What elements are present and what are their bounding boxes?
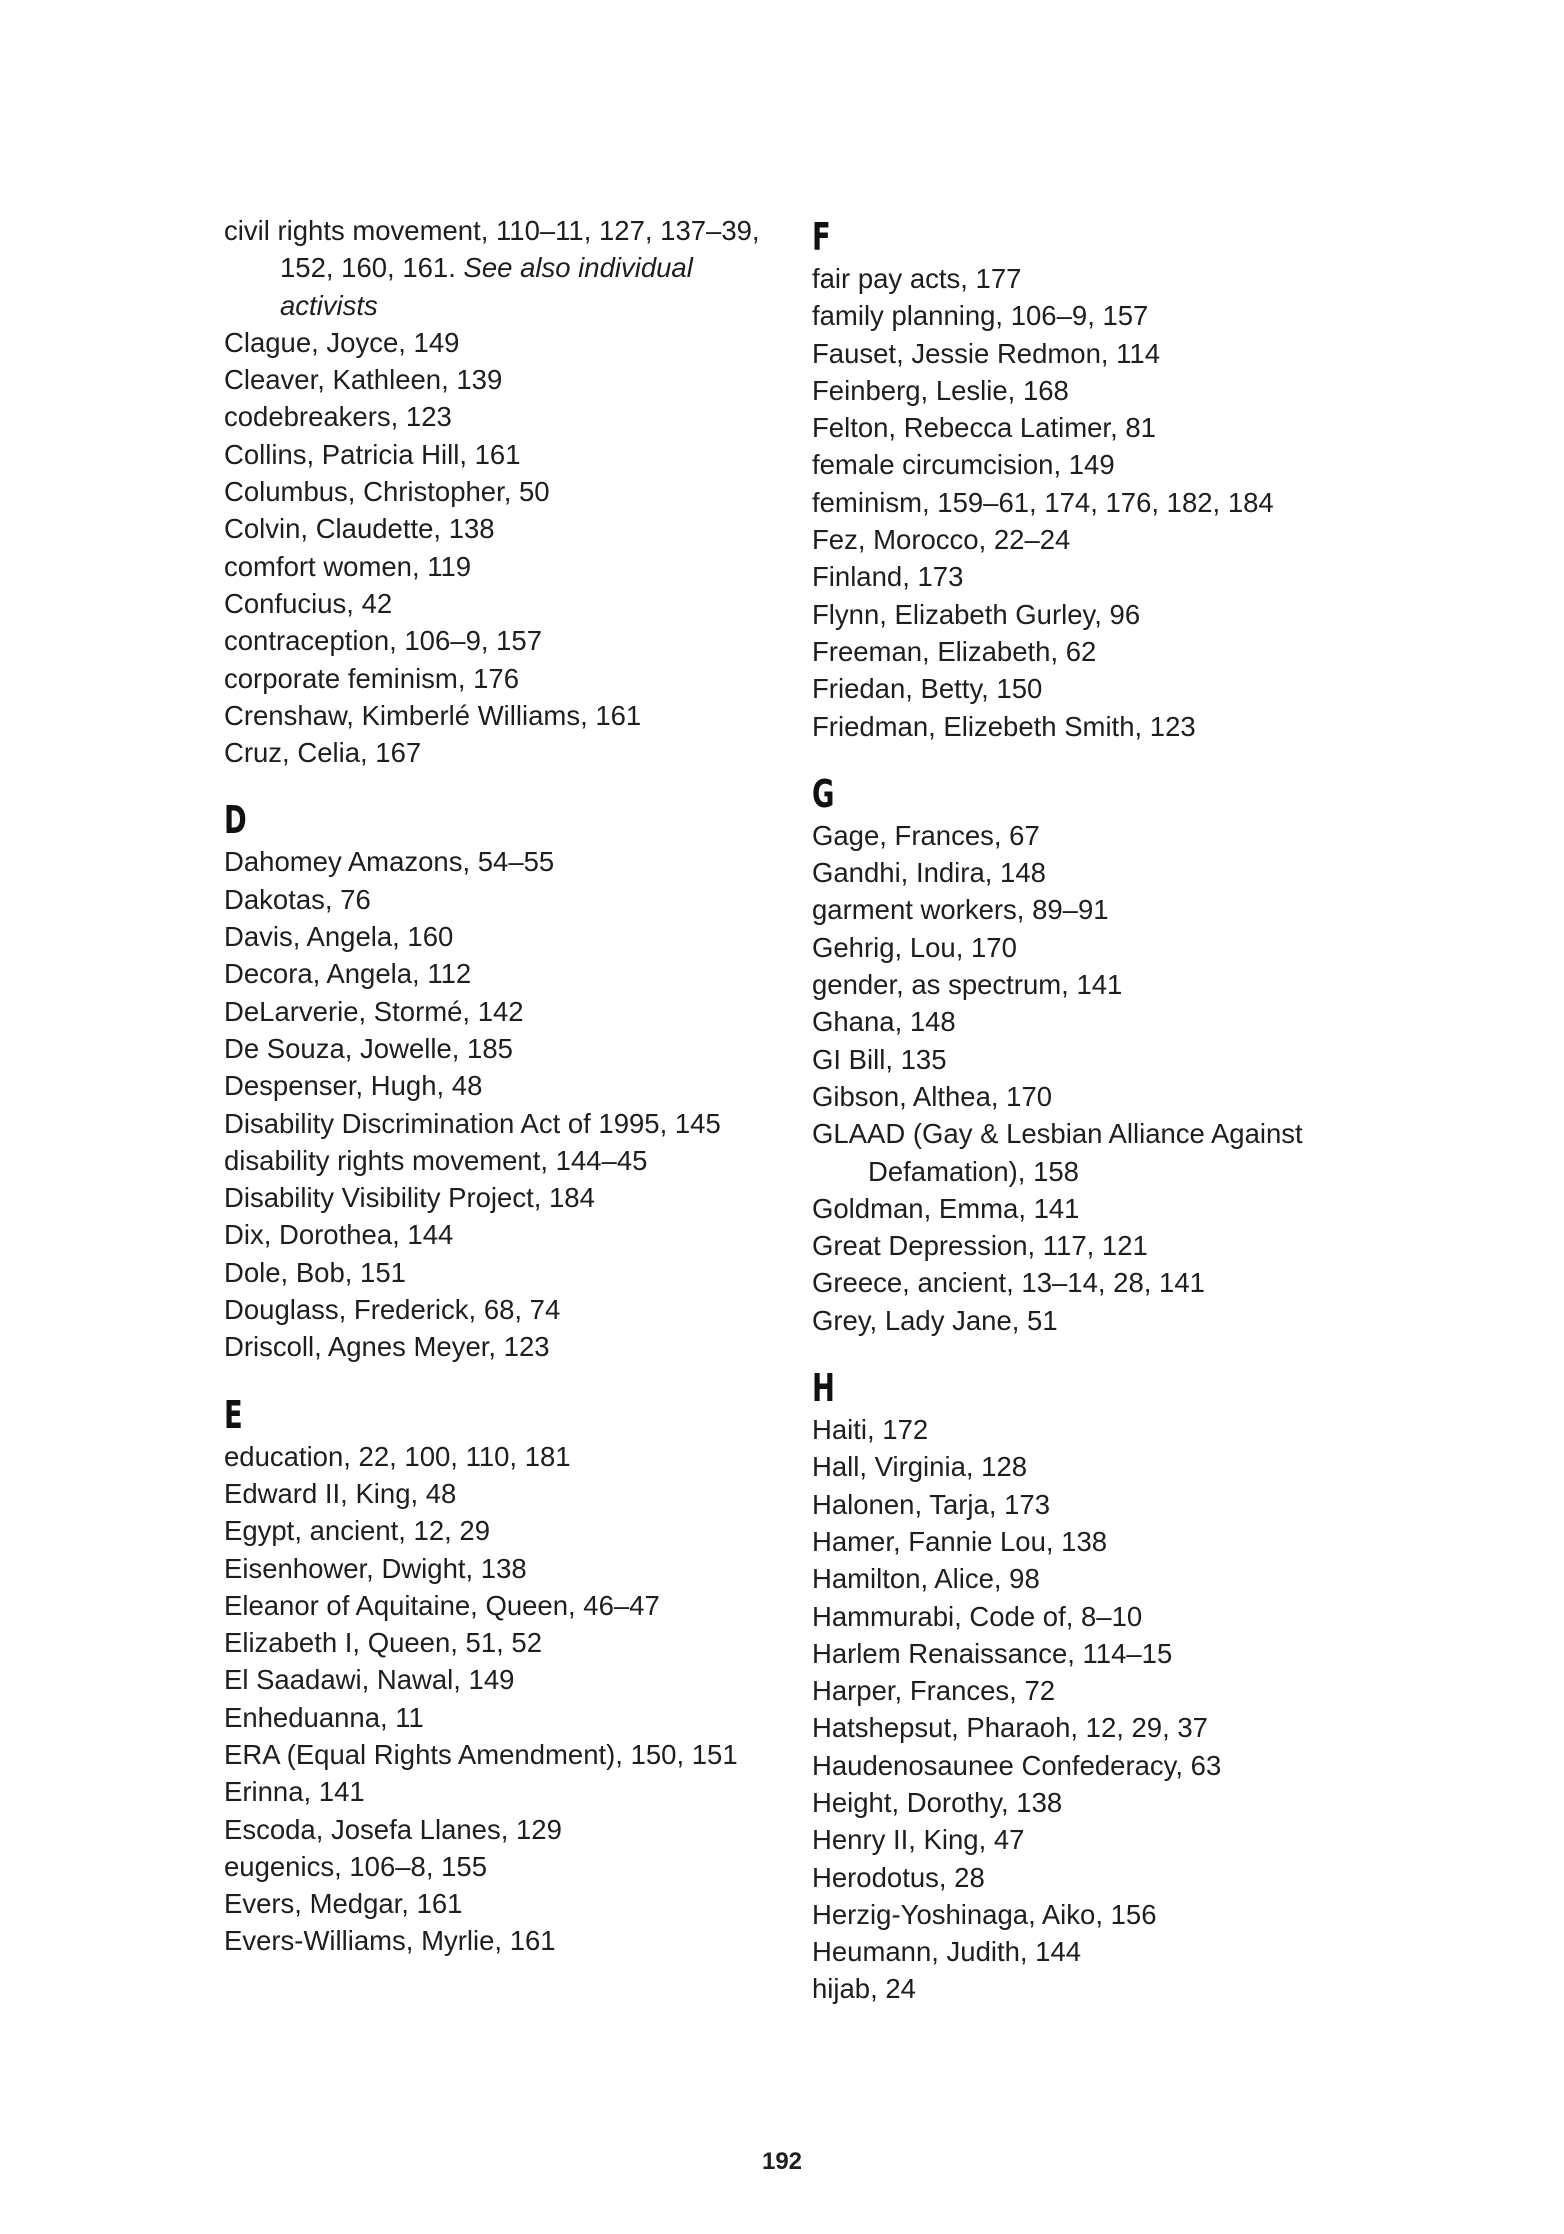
index-entry xyxy=(224,660,784,697)
index-column-right xyxy=(812,212,1372,2008)
index-entry xyxy=(224,1216,784,1253)
index-entry xyxy=(812,297,1372,334)
index-entry-text: Douglass, Frederick, 68, 74 xyxy=(224,1294,561,1326)
index-entry xyxy=(224,1328,784,1365)
index-entry-text: GLAAD (Gay & Lesbian Alliance Against Defamation), 158 xyxy=(812,1118,1303,1187)
index-entry xyxy=(812,1560,1372,1597)
index-entry xyxy=(224,1736,784,1773)
index-entry xyxy=(224,398,784,435)
index-entry-text: Eisenhower, Dwight, 138 xyxy=(224,1552,527,1584)
index-entry-text: Eleanor of Aquitaine, Queen, 46–47 xyxy=(224,1589,660,1621)
index-entry xyxy=(812,1190,1372,1227)
index-entry-text: Henry II, King, 47 xyxy=(812,1824,1025,1856)
index-entry xyxy=(812,521,1372,558)
index-entry xyxy=(224,1885,784,1922)
index-entry xyxy=(224,510,784,547)
index-entry xyxy=(224,1661,784,1698)
index-entry-text: codebreakers, 123 xyxy=(224,401,452,433)
index-entry-text: Evers, Medgar, 161 xyxy=(224,1888,463,1920)
index-entry-text: Cleaver, Kathleen, 139 xyxy=(224,364,503,396)
index-entry-text: Davis, Angela, 160 xyxy=(224,921,454,953)
index-entry-text: Dole, Bob, 151 xyxy=(224,1256,406,1288)
index-entry-text: eugenics, 106–8, 155 xyxy=(224,1850,487,1882)
index-entry xyxy=(812,1970,1372,2007)
index-entry-text: contraception, 106–9, 157 xyxy=(224,625,543,657)
index-entry xyxy=(812,1859,1372,1896)
index-entry-text: Despenser, Hugh, 48 xyxy=(224,1070,483,1102)
index-entry-text: Decora, Angela, 112 xyxy=(224,958,472,990)
index-entry xyxy=(224,1773,784,1810)
index-entry-text: Feinberg, Leslie, 168 xyxy=(812,374,1069,406)
index-entry xyxy=(224,1512,784,1549)
index-entry-text: Gibson, Althea, 170 xyxy=(812,1080,1053,1112)
index-entry xyxy=(224,1624,784,1661)
index-entry-text: family planning, 106–9, 157 xyxy=(812,300,1149,332)
index-entry-text: Herodotus, 28 xyxy=(812,1861,985,1893)
index-entry xyxy=(812,1709,1372,1746)
index-entry-text: feminism, 159–61, 174, 176, 182, 184 xyxy=(812,486,1274,518)
index-entry-text: De Souza, Jowelle, 185 xyxy=(224,1032,513,1064)
index-entry-text: Disability Visibility Project, 184 xyxy=(224,1182,595,1214)
index-entry-text: Hamer, Fannie Lou, 138 xyxy=(812,1525,1108,1557)
index-entry xyxy=(224,585,784,622)
index-entry xyxy=(224,1030,784,1067)
index-entry xyxy=(812,929,1372,966)
index-entry xyxy=(224,1475,784,1512)
index-entry-text: Egypt, ancient, 12, 29 xyxy=(224,1515,491,1547)
index-entry xyxy=(224,1179,784,1216)
index-entry-text: Clague, Joyce, 149 xyxy=(224,326,460,358)
index-entry-text: Driscoll, Agnes Meyer, 123 xyxy=(224,1331,550,1363)
index-entry xyxy=(812,409,1372,446)
index-entry-text: Fez, Morocco, 22–24 xyxy=(812,524,1071,556)
index-entry-text: disability rights movement, 144–45 xyxy=(224,1144,648,1176)
index-entry-text: Gehrig, Lou, 170 xyxy=(812,931,1017,963)
index-entry-text: Hamilton, Alice, 98 xyxy=(812,1563,1040,1595)
index-entry-text: Haudenosaunee Confederacy, 63 xyxy=(812,1749,1222,1781)
index-entry xyxy=(812,372,1372,409)
index-entry xyxy=(224,843,784,880)
index-entry-text: Evers-Williams, Myrlie, 161 xyxy=(224,1925,556,1957)
index-entry xyxy=(812,1672,1372,1709)
index-entry-text: Crenshaw, Kimberlé Williams, 161 xyxy=(224,699,642,731)
index-entry xyxy=(812,1411,1372,1448)
index-entry xyxy=(812,260,1372,297)
index-entry xyxy=(224,1922,784,1959)
index-entry-text: Haiti, 172 xyxy=(812,1414,929,1446)
index-entry-text: Hatshepsut, Pharaoh, 12, 29, 37 xyxy=(812,1712,1208,1744)
index-entry-text: Columbus, Christopher, 50 xyxy=(224,476,550,508)
index-entry-text: Cruz, Celia, 167 xyxy=(224,737,422,769)
index-entry-text: female circumcision, 149 xyxy=(812,449,1115,481)
index-entry xyxy=(224,622,784,659)
index-entry-text: gender, as spectrum, 141 xyxy=(812,969,1123,1001)
index-entry-text: Greece, ancient, 13–14, 28, 141 xyxy=(812,1267,1205,1299)
index-entry xyxy=(224,918,784,955)
index-entry-text: Erinna, 141 xyxy=(224,1776,365,1808)
index-entry xyxy=(812,1448,1372,1485)
index-entry xyxy=(812,1003,1372,1040)
index-entry-text: Herzig-Yoshinaga, Aiko, 156 xyxy=(812,1898,1157,1930)
index-entry-text: Colvin, Claudette, 138 xyxy=(224,513,495,545)
index-entry xyxy=(812,1078,1372,1115)
index-entry-text: ERA (Equal Rights Amendment), 150, 151 xyxy=(224,1738,738,1770)
index-entry-text: civil rights movement, 110–11, 127, 137–39, 152, 160, 161. xyxy=(224,215,760,284)
see-also-reference: See also individual activists xyxy=(280,252,693,321)
index-entry xyxy=(812,966,1372,1003)
index-entry xyxy=(812,1115,1372,1190)
index-entry-text: Dix, Dorothea, 144 xyxy=(224,1219,454,1251)
index-entry xyxy=(224,1067,784,1104)
index-entry xyxy=(224,697,784,734)
index-entry xyxy=(224,361,784,398)
index-entry xyxy=(224,473,784,510)
index-entry xyxy=(224,1105,784,1142)
index-entry-text: Confucius, 42 xyxy=(224,587,393,619)
index-entry-text: El Saadawi, Nawal, 149 xyxy=(224,1664,515,1696)
index-entry xyxy=(224,1142,784,1179)
index-entry xyxy=(812,446,1372,483)
index-entry xyxy=(812,1747,1372,1784)
index-entry-text: fair pay acts, 177 xyxy=(812,263,1022,294)
index-entry xyxy=(812,670,1372,707)
index-entry xyxy=(812,1896,1372,1933)
index-entry xyxy=(812,596,1372,633)
index-entry-text: education, 22, 100, 110, 181 xyxy=(224,1440,571,1472)
index-entry-text: Enheduanna, 11 xyxy=(224,1701,424,1733)
index-entry xyxy=(224,436,784,473)
index-entry-text: Harlem Renaissance, 114–15 xyxy=(812,1637,1173,1669)
section-letter-e: E xyxy=(224,1392,243,1437)
index-entry-text: Gandhi, Indira, 148 xyxy=(812,857,1046,889)
index-entry-text: Flynn, Elizabeth Gurley, 96 xyxy=(812,598,1141,630)
index-entry-text: Hall, Virginia, 128 xyxy=(812,1451,1028,1483)
index-entry xyxy=(224,1699,784,1736)
index-entry xyxy=(224,324,784,361)
index-column-left xyxy=(224,212,784,1960)
index-entry xyxy=(224,993,784,1030)
index-entry-text: Felton, Rebecca Latimer, 81 xyxy=(812,412,1156,444)
index-entry-text: Fauset, Jessie Redmon, 114 xyxy=(812,337,1161,369)
index-entry-text: Height, Dorothy, 138 xyxy=(812,1786,1063,1818)
index-entry-text: garment workers, 89–91 xyxy=(812,894,1109,926)
index-entry xyxy=(812,891,1372,928)
index-entry xyxy=(812,1635,1372,1672)
index-entry xyxy=(224,1848,784,1885)
index-entry-text: Halonen, Tarja, 173 xyxy=(812,1488,1050,1520)
index-entry-text: Friedan, Betty, 150 xyxy=(812,673,1043,705)
index-entry xyxy=(812,854,1372,891)
index-entry xyxy=(812,1821,1372,1858)
index-entry-text: DeLarverie, Stormé, 142 xyxy=(224,995,524,1027)
index-entry xyxy=(224,1550,784,1587)
index-entry-text: Dakotas, 76 xyxy=(224,883,371,915)
index-entry xyxy=(812,1227,1372,1264)
index-entry-text: Edward II, King, 48 xyxy=(224,1477,457,1509)
index-entry-text: corporate feminism, 176 xyxy=(224,662,519,694)
index-entry xyxy=(812,335,1372,372)
index-entry-text: Goldman, Emma, 141 xyxy=(812,1192,1080,1224)
index-entry xyxy=(224,1438,784,1475)
index-entry xyxy=(224,212,784,324)
index-entry-text: Freeman, Elizabeth, 62 xyxy=(812,635,1097,667)
index-entry-text: Friedman, Elizebeth Smith, 123 xyxy=(812,710,1196,742)
index-entry xyxy=(812,1486,1372,1523)
index-entry xyxy=(812,558,1372,595)
index-entry-text: comfort women, 119 xyxy=(224,550,472,582)
section-letter-g: G xyxy=(812,771,835,816)
index-entry-text: Gage, Frances, 67 xyxy=(812,819,1040,851)
index-entry xyxy=(812,633,1372,670)
index-entry-text: Finland, 173 xyxy=(812,561,964,593)
index-entry-text: Grey, Lady Jane, 51 xyxy=(812,1304,1058,1336)
index-entry-text: Dahomey Amazons, 54–55 xyxy=(224,846,555,878)
index-entry xyxy=(224,1254,784,1291)
index-entry-text: Escoda, Josefa Llanes, 129 xyxy=(224,1813,562,1845)
index-entry xyxy=(812,708,1372,745)
index-entry xyxy=(224,955,784,992)
index-entry-text: Harper, Frances, 72 xyxy=(812,1675,1056,1707)
index-entry xyxy=(224,1811,784,1848)
index-entry-text: Elizabeth I, Queen, 51, 52 xyxy=(224,1627,542,1659)
index-entry-text: Collins, Patricia Hill, 161 xyxy=(224,438,521,470)
index-entry xyxy=(812,1302,1372,1339)
index-entry xyxy=(812,1784,1372,1821)
index-entry xyxy=(812,1598,1372,1635)
index-entry xyxy=(812,1523,1372,1560)
section-letter-f: F xyxy=(812,215,831,259)
index-entry xyxy=(224,1587,784,1624)
index-entry xyxy=(812,484,1372,521)
index-entry-text: hijab, 24 xyxy=(812,1973,916,2005)
index-entry xyxy=(224,1291,784,1328)
index-entry xyxy=(812,1933,1372,1970)
section-letter-h: H xyxy=(812,1366,835,1411)
page-number: 192 xyxy=(761,2148,803,2175)
index-entry xyxy=(224,548,784,585)
index-entry xyxy=(224,881,784,918)
index-entry-text: Hammurabi, Code of, 8–10 xyxy=(812,1600,1143,1632)
index-entry-text: GI Bill, 135 xyxy=(812,1043,947,1075)
index-entry-text: Heumann, Judith, 144 xyxy=(812,1936,1082,1968)
index-entry-text: Disability Discrimination Act of 1995, 145 xyxy=(224,1107,721,1139)
index-entry xyxy=(812,1264,1372,1301)
index-entry xyxy=(224,734,784,771)
section-letter-d: D xyxy=(224,798,247,843)
index-entry-text: Great Depression, 117, 121 xyxy=(812,1230,1148,1262)
index-entry-text: Ghana, 148 xyxy=(812,1006,956,1038)
index-entry xyxy=(812,817,1372,854)
index-entry xyxy=(812,1041,1372,1078)
